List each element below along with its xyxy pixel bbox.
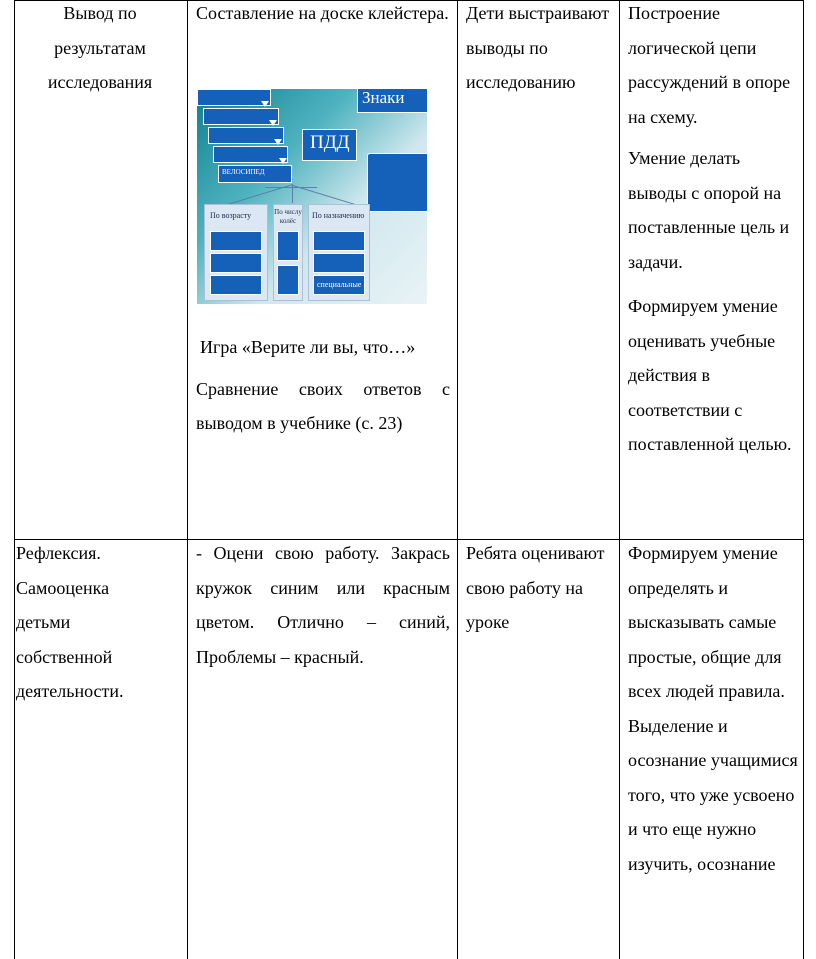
- cluster-center: [302, 129, 357, 161]
- arrow-down-icon: [274, 139, 282, 145]
- cluster-cell: [210, 231, 262, 251]
- cluster-signs-label: Знаки: [362, 89, 405, 107]
- cluster-signs: [357, 89, 427, 113]
- students-cell-conclusion: [466, 0, 614, 100]
- students-cell-reflection: [466, 536, 614, 640]
- uud-cell-reflection: [628, 536, 800, 881]
- cluster-cell: [313, 231, 365, 251]
- uud-paragraph: Построение логической цепи рассуждений в опоре на схему.: [628, 3, 791, 127]
- stage-line: исследования: [47, 72, 153, 92]
- cluster-diagram: [197, 89, 427, 304]
- teacher-cell-reflection: [196, 536, 450, 674]
- arrow-down-icon: [261, 101, 269, 107]
- cluster-bar: [208, 127, 284, 144]
- cluster-bar: [197, 89, 271, 106]
- cluster-cell: [210, 275, 262, 295]
- teacher-text: - Оцени свою работу. Закрась кружок синим или красным цветом. Отлично – синий, Проблемы – красный.: [196, 543, 450, 667]
- uud-paragraph: Формируем умение оценивать учебные действия в соответствии с поставленной целью.: [628, 296, 792, 454]
- cluster-cell: [313, 253, 365, 273]
- stage-cell-reflection: [16, 536, 184, 709]
- group-label: По числу колёс: [274, 208, 302, 225]
- compare-text: Сравнение своих ответов с выводом в учебнике (с. 23): [196, 378, 450, 433]
- cluster-cell-special: [313, 275, 365, 295]
- cluster-bar: [213, 146, 288, 163]
- group-label: По назначению: [312, 211, 365, 220]
- students-text: Ребята оценивают свою работу на уроке: [466, 543, 605, 632]
- cluster-cell: [277, 231, 299, 261]
- cluster-right-block: [367, 153, 427, 212]
- teacher-intro: Составление на доске клейстера.: [196, 3, 449, 23]
- arrow-down-icon: [279, 158, 287, 164]
- connector-line: [228, 184, 293, 205]
- table-border-col1: [187, 0, 188, 959]
- table-border-col3: [619, 0, 620, 959]
- game-text: Игра «Верите ли вы, что…»: [200, 337, 416, 357]
- group-label: По возрасту: [210, 211, 252, 220]
- stage-cell-conclusion: [16, 0, 184, 100]
- cluster-center-label: ПДД: [310, 132, 350, 153]
- stage-line: результатам: [54, 37, 146, 58]
- cluster-cell: [210, 253, 262, 273]
- uud-cell-conclusion: [628, 0, 800, 462]
- stage-text: Рефлексия. Самооценка детьми собственной деятельности.: [16, 543, 124, 701]
- table-border-left: [14, 0, 15, 959]
- cluster-cell: [277, 265, 299, 295]
- cluster-bar: [203, 108, 279, 125]
- uud-paragraph: Умение делать выводы с опорой на поставленные цель и задачи.: [628, 148, 790, 272]
- students-text: Дети выстраивают выводы по исследованию: [466, 3, 610, 92]
- table-border-right: [803, 0, 804, 959]
- bicycle-label: ВЕЛОСИПЕД: [222, 168, 265, 176]
- teacher-cell-conclusion: [196, 0, 450, 31]
- table-border-col2: [457, 0, 458, 959]
- teacher-cell-game: [196, 330, 450, 441]
- uud-text: Формируем умение определять и высказывать самые простые, общие для всех людей правила. Выделение и осознание учащимися того, что уже усвоено и что еще нужно изучить, осознание: [628, 543, 798, 874]
- arrow-down-icon: [269, 120, 277, 126]
- connector-line: [292, 185, 293, 203]
- cluster-bar-bicycle: [218, 165, 292, 183]
- special-label: специальные: [317, 280, 362, 289]
- stage-line: Вывод по: [63, 3, 137, 23]
- connector-line: [265, 187, 317, 188]
